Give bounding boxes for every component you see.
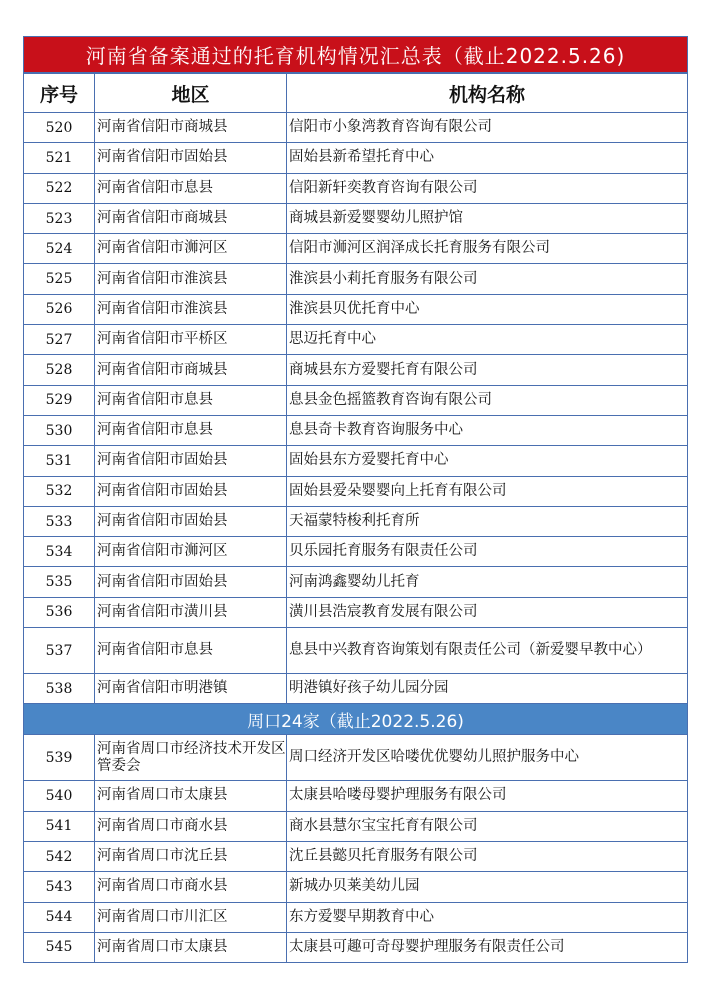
row-org-name: 贝乐园托育服务有限责任公司 — [287, 537, 688, 567]
row-region: 河南省信阳市商城县 — [95, 113, 287, 143]
table-row — [24, 811, 688, 841]
row-region: 河南省信阳市固始县 — [95, 143, 287, 173]
row-region: 河南省信阳市商城县 — [95, 355, 287, 385]
table-row — [24, 537, 688, 567]
row-number: 532 — [24, 476, 95, 506]
row-number: 526 — [24, 294, 95, 324]
row-number: 524 — [24, 234, 95, 264]
row-region: 河南省信阳市息县 — [95, 628, 287, 674]
row-number: 523 — [24, 203, 95, 233]
row-number: 521 — [24, 143, 95, 173]
row-org-name: 东方爱婴早期教育中心 — [287, 902, 688, 932]
table-row — [24, 264, 688, 294]
column-header-org-name: 机构名称 — [287, 73, 688, 113]
table-row — [24, 446, 688, 476]
row-region: 河南省信阳市明港镇 — [95, 674, 287, 704]
row-region: 河南省信阳市固始县 — [95, 446, 287, 476]
row-org-name: 商城县新爱婴婴幼儿照护馆 — [287, 203, 688, 233]
table-row — [24, 781, 688, 811]
row-region: 河南省信阳市固始县 — [95, 476, 287, 506]
table-row — [24, 385, 688, 415]
row-region: 河南省信阳市淮滨县 — [95, 294, 287, 324]
row-org-name: 淮滨县小莉托育服务有限公司 — [287, 264, 688, 294]
row-org-name: 商水县慧尔宝宝托育有限公司 — [287, 811, 688, 841]
table-row — [24, 113, 688, 143]
row-number: 539 — [24, 735, 95, 781]
row-region: 河南省信阳市浉河区 — [95, 537, 287, 567]
row-number: 529 — [24, 385, 95, 415]
row-region: 河南省信阳市固始县 — [95, 567, 287, 597]
row-org-name: 息县金色摇篮教育咨询有限公司 — [287, 385, 688, 415]
row-org-name: 淮滨县贝优托育中心 — [287, 294, 688, 324]
row-region: 河南省信阳市淮滨县 — [95, 264, 287, 294]
row-number: 533 — [24, 506, 95, 536]
row-region: 河南省周口市川汇区 — [95, 902, 287, 932]
row-org-name: 太康县可趣可奇母婴护理服务有限责任公司 — [287, 932, 688, 962]
row-org-name: 息县奇卡教育咨询服务中心 — [287, 415, 688, 445]
table-row — [24, 355, 688, 385]
row-org-name: 潢川县浩宸教育发展有限公司 — [287, 597, 688, 627]
table-row — [24, 173, 688, 203]
table-row — [24, 735, 688, 781]
row-number: 542 — [24, 841, 95, 871]
table-row — [24, 597, 688, 627]
row-org-name: 新城办贝莱美幼儿园 — [287, 872, 688, 902]
row-region: 河南省周口市商水县 — [95, 872, 287, 902]
row-number: 535 — [24, 567, 95, 597]
row-org-name: 河南鸿鑫婴幼儿托育 — [287, 567, 688, 597]
table-row — [24, 902, 688, 932]
row-org-name: 信阳新轩奕教育咨询有限公司 — [287, 173, 688, 203]
table-row — [24, 841, 688, 871]
table-header-row — [24, 73, 688, 113]
row-org-name: 沈丘县懿贝托育服务有限公司 — [287, 841, 688, 871]
row-region: 河南省周口市沈丘县 — [95, 841, 287, 871]
row-org-name: 固始县东方爱婴托育中心 — [287, 446, 688, 476]
row-region: 河南省信阳市息县 — [95, 173, 287, 203]
row-org-name: 固始县新希望托育中心 — [287, 143, 688, 173]
column-header-number: 序号 — [24, 73, 95, 113]
row-region: 河南省信阳市商城县 — [95, 203, 287, 233]
row-number: 537 — [24, 628, 95, 674]
row-region: 河南省信阳市潢川县 — [95, 597, 287, 627]
row-number: 543 — [24, 872, 95, 902]
registry-table-sheet — [23, 36, 687, 963]
row-region: 河南省周口市太康县 — [95, 781, 287, 811]
row-org-name: 息县中兴教育咨询策划有限责任公司（新爱婴早教中心） — [287, 628, 688, 674]
table-title: 河南省备案通过的托育机构情况汇总表（截止2022.5.26) — [24, 37, 688, 74]
row-number: 540 — [24, 781, 95, 811]
row-region: 河南省信阳市固始县 — [95, 506, 287, 536]
row-region: 河南省周口市商水县 — [95, 811, 287, 841]
table-row — [24, 294, 688, 324]
row-org-name: 周口经济开发区哈喽优优婴幼儿照护服务中心 — [287, 735, 688, 781]
table-row — [24, 872, 688, 902]
row-org-name: 商城县东方爱婴托育有限公司 — [287, 355, 688, 385]
row-number: 534 — [24, 537, 95, 567]
row-region: 河南省信阳市息县 — [95, 415, 287, 445]
table-row — [24, 203, 688, 233]
row-org-name: 天福蒙特梭利托育所 — [287, 506, 688, 536]
table-row — [24, 932, 688, 962]
table-row — [24, 628, 688, 674]
table-row — [24, 567, 688, 597]
table-title-row — [24, 37, 688, 74]
row-number: 527 — [24, 325, 95, 355]
row-region: 河南省信阳市息县 — [95, 385, 287, 415]
row-number: 528 — [24, 355, 95, 385]
row-number: 531 — [24, 446, 95, 476]
row-region: 河南省周口市太康县 — [95, 932, 287, 962]
table-row — [24, 476, 688, 506]
row-number: 544 — [24, 902, 95, 932]
row-region: 河南省信阳市浉河区 — [95, 234, 287, 264]
row-org-name: 信阳市浉河区润泽成长托育服务有限公司 — [287, 234, 688, 264]
table-row — [24, 143, 688, 173]
row-org-name: 明港镇好孩子幼儿园分园 — [287, 674, 688, 704]
row-number: 530 — [24, 415, 95, 445]
row-number: 520 — [24, 113, 95, 143]
table-row — [24, 234, 688, 264]
registry-table — [23, 36, 688, 963]
row-number: 538 — [24, 674, 95, 704]
section-header-zhoukou: 周口24家（截止2022.5.26) — [24, 704, 688, 735]
row-org-name: 思迈托育中心 — [287, 325, 688, 355]
row-org-name: 信阳市小象湾教育咨询有限公司 — [287, 113, 688, 143]
row-number: 525 — [24, 264, 95, 294]
table-row — [24, 325, 688, 355]
row-region: 河南省信阳市平桥区 — [95, 325, 287, 355]
column-header-region: 地区 — [95, 73, 287, 113]
table-row — [24, 415, 688, 445]
row-number: 541 — [24, 811, 95, 841]
row-org-name: 固始县爱朵婴婴向上托育有限公司 — [287, 476, 688, 506]
row-number: 522 — [24, 173, 95, 203]
table-row — [24, 506, 688, 536]
row-number: 536 — [24, 597, 95, 627]
table-row — [24, 674, 688, 704]
row-number: 545 — [24, 932, 95, 962]
section-header-row — [24, 704, 688, 735]
row-region: 河南省周口市经济技术开发区管委会 — [95, 735, 287, 781]
row-org-name: 太康县哈喽母婴护理服务有限公司 — [287, 781, 688, 811]
